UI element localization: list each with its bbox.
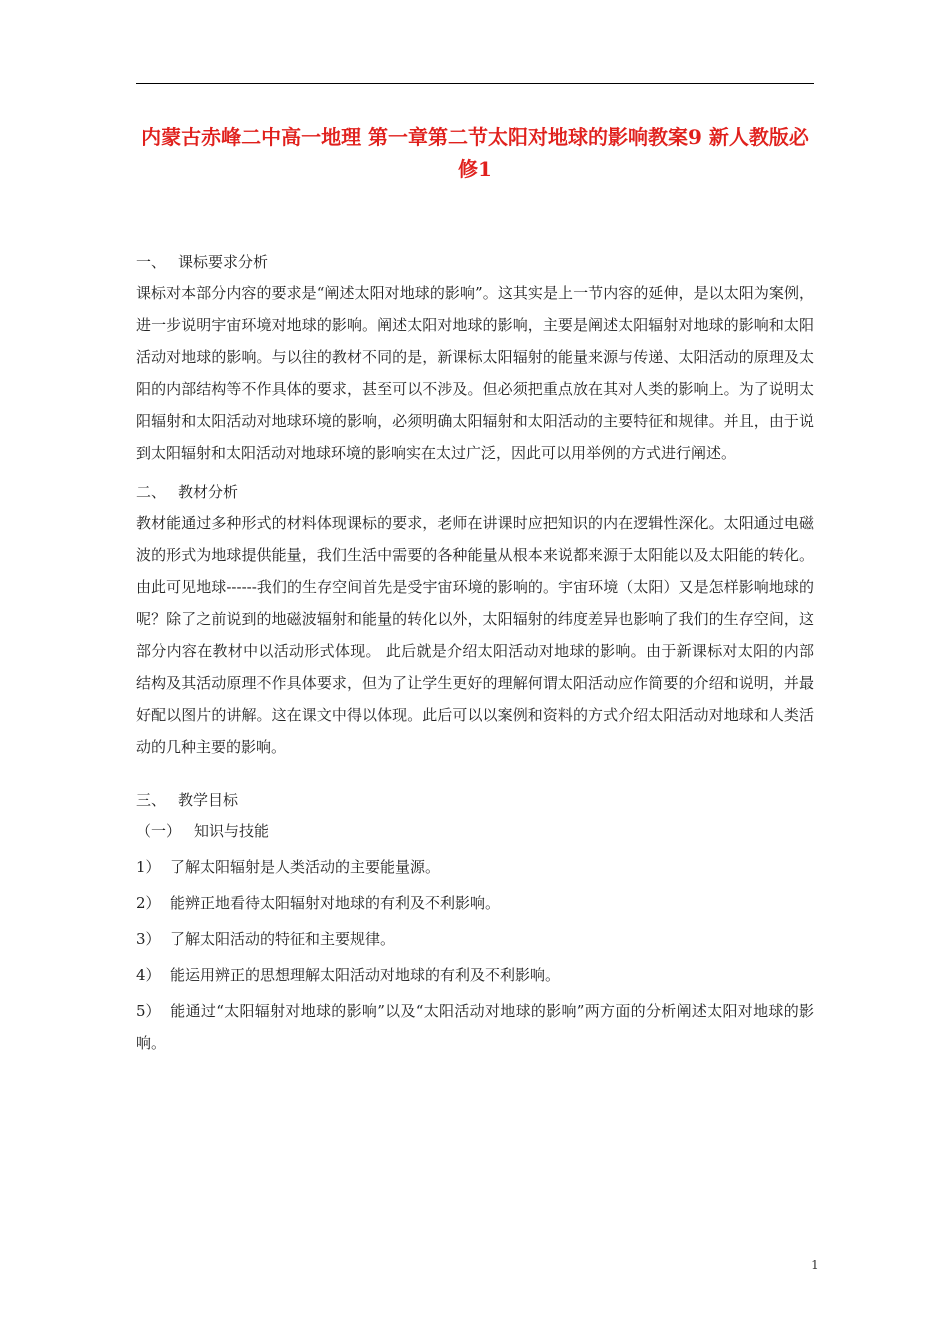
document-title: 内蒙古赤峰二中高一地理 第一章第二节太阳对地球的影响教案9 新人教版必修1 [141,125,809,181]
section-heading-2 [136,477,814,507]
section-title: 课标要求分析 [178,253,269,271]
list-item-number: 1） [136,858,161,876]
section-paragraph-1: 课标对本部分内容的要求是“阐述太阳对地球的影响”。这其实是上一节内容的延伸，是以太阳为案例，进一步说明宇宙环境对地球的影响。阐述太阳对地球的影响，主要是阐述太阳辐射对地球的影响和太阳活动对地球的影响。与以往的教材不同的是，新课标太阳辐射的能量来源与传递、太阳活动的原理及太阳的内部结构等不作具体的要求，甚至可以不涉及。但必须把重点放在其对人类的影响上。为了说明太阳辐射和太阳活动对地球环境的影响，必须明确太阳辐射和太阳活动的主要特征和规律。并且，由于说到太阳辐射和太阳活动对地球环境的影响实在太过广泛，因此可以用举例的方式进行阐述。 [136,284,814,462]
list-item [136,959,814,991]
list-item-text: 了解太阳辐射是人类活动的主要能量源。 [170,858,441,876]
list-item [136,923,814,955]
page-number: 1 [811,1258,819,1272]
subsection-number: （一） [136,822,182,840]
subsection-heading [136,815,814,847]
section-number: 一、 [136,253,167,271]
list-item-text: 了解太阳活动的特征和主要规律。 [170,930,396,948]
document-body [136,247,814,1059]
list-item-text: 能运用辨正的思想理解太阳活动对地球的有利及不利影响。 [170,966,561,984]
list-item-number: 4） [136,966,161,984]
section-title: 教学目标 [178,791,239,809]
list-item-number: 2） [136,894,161,912]
list-item-text: 能辨正地看待太阳辐射对地球的有利及不利影响。 [170,894,501,912]
list-item-number: 5） [136,1002,161,1020]
list-item [136,887,814,919]
subsection-title: 知识与技能 [194,822,270,840]
section-title: 教材分析 [178,483,239,501]
list-item [136,851,814,883]
list-item-text: 能通过“太阳辐射对地球的影响”以及“太阳活动对地球的影响”两方面的分析阐述太阳对地球的影响。 [136,1002,814,1052]
list-item-number: 3） [136,930,161,948]
list-item [136,995,814,1059]
header-rule [136,83,814,84]
section-number: 二、 [136,483,167,501]
section-paragraph-2: 教材能通过多种形式的材料体现课标的要求，老师在讲课时应把知识的内在逻辑性深化。太阳通过电磁波的形式为地球提供能量，我们生活中需要的各种能量从根本来说都来源于太阳能以及太阳能的转化。由此可见地球------我们的生存空间首先是受宇宙环境的影响的。宇宙环境（太阳）又是怎样影响地球的呢？除了之前说到的地磁波辐射和能量的转化以外，太阳辐射的纬度差异也影响了我们的生存空间，这部分内容在教材中以活动形式体现。 此后就是介绍太阳活动对地球的影响。由于新课标对太阳的内部结构及其活动原理不作具体要求，但为了让学生更好的理解何谓太阳活动应作简要的介绍和说明，并最好配以图片的讲解。这在课文中得以体现。此后可以以案例和资料的方式介绍太阳活动对地球和人类活动的几种主要的影响。 [136,514,814,756]
section-heading-1 [136,247,814,277]
section-heading-3 [136,785,814,815]
section-number: 三、 [136,791,167,809]
